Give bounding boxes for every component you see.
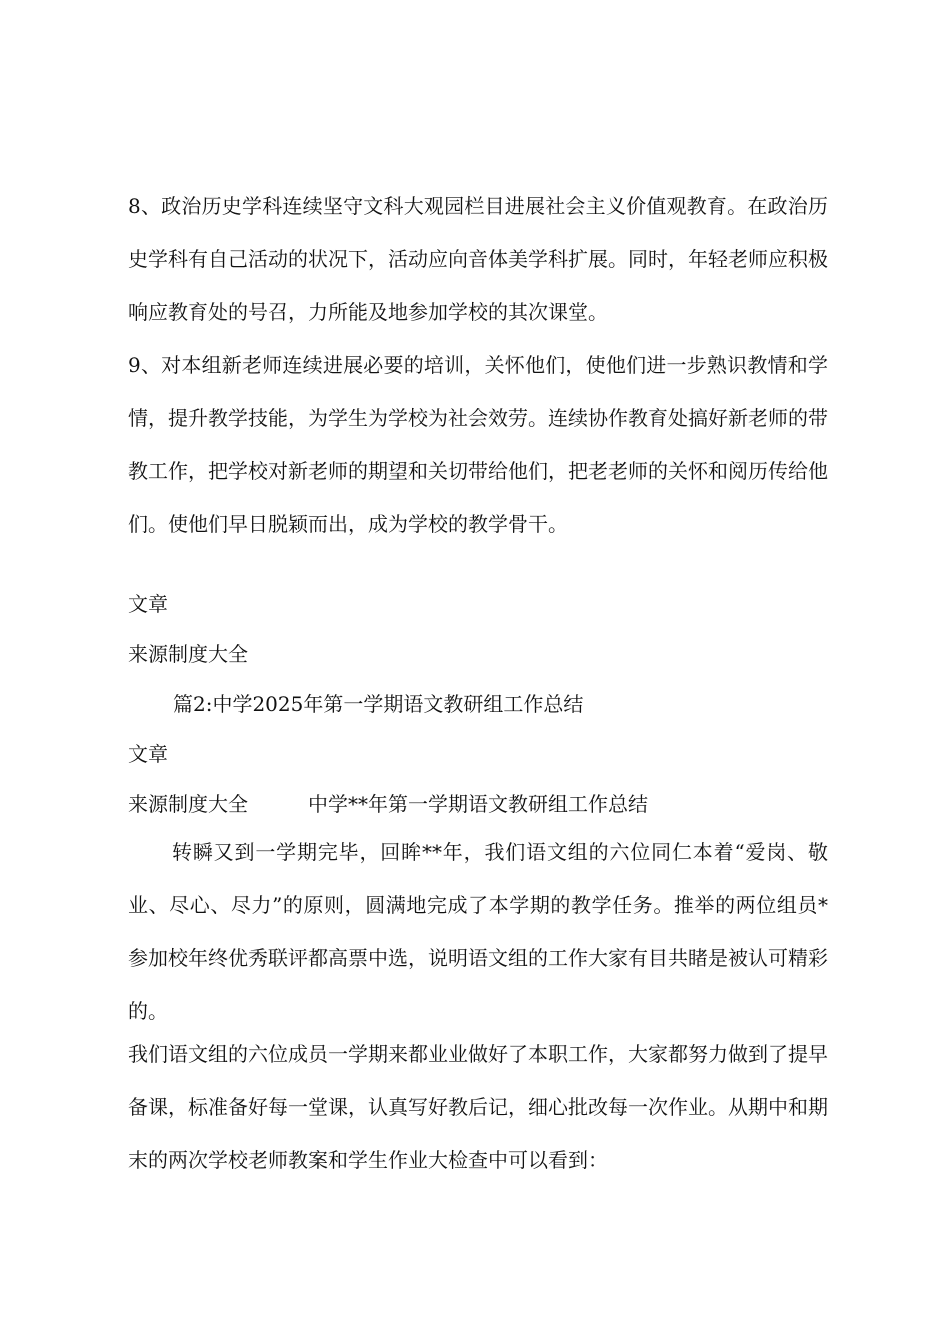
paragraph-intro: 转瞬又到一学期完毕，回眸**年，我们语文组的六位同仁本着“爱岗、敬业、尽心、尽力”的原则，圆满地完成了本学期的教学任务。推举的两位组员*参加校年终优秀联评都高票中选，说明语文组的工作大家有目共睹是被认可精彩的。	[128, 840, 828, 1023]
paragraph-work: 我们语文组的六位成员一学期来都业业做好了本职工作，大家都努力做到了提早备课，标准备好每一堂课，认真写好教后记，细心批改每一次作业。从期中和期末的两次学校老师教案和学生作业大检查中可以看到：	[128, 1042, 828, 1172]
section-heading: 篇2:中学2025年第一学期语文教研组工作总结	[173, 692, 584, 716]
source-line-origin: 来源制度大全	[128, 642, 248, 666]
source-line-word: 文章	[128, 592, 168, 616]
paragraph-item-8: 8、政治历史学科连续坚守文科大观园栏目进展社会主义价值观教育。在政治历史学科有自己活动的状况下，活动应向音体美学科扩展。同时，年轻老师应积极响应教育处的号召，力所能及地参加学校的其次课堂。	[128, 194, 828, 324]
paragraph-item-9: 9、对本组新老师连续进展必要的培训，关怀他们，使他们进一步熟识教情和学情，提升教学技能，为学生为学校为社会效劳。连续协作教育处搞好新老师的带教工作，把学校对新老师的期望和关切带给他们，把老老师的关怀和阅历传给他们。使他们早日脱颖而出，成为学校的教学骨干。	[128, 353, 828, 536]
source-line-origin-with-title: 来源制度大全 中学**年第一学期语文教研组工作总结	[128, 792, 648, 816]
source-line-word-2: 文章	[128, 742, 168, 766]
